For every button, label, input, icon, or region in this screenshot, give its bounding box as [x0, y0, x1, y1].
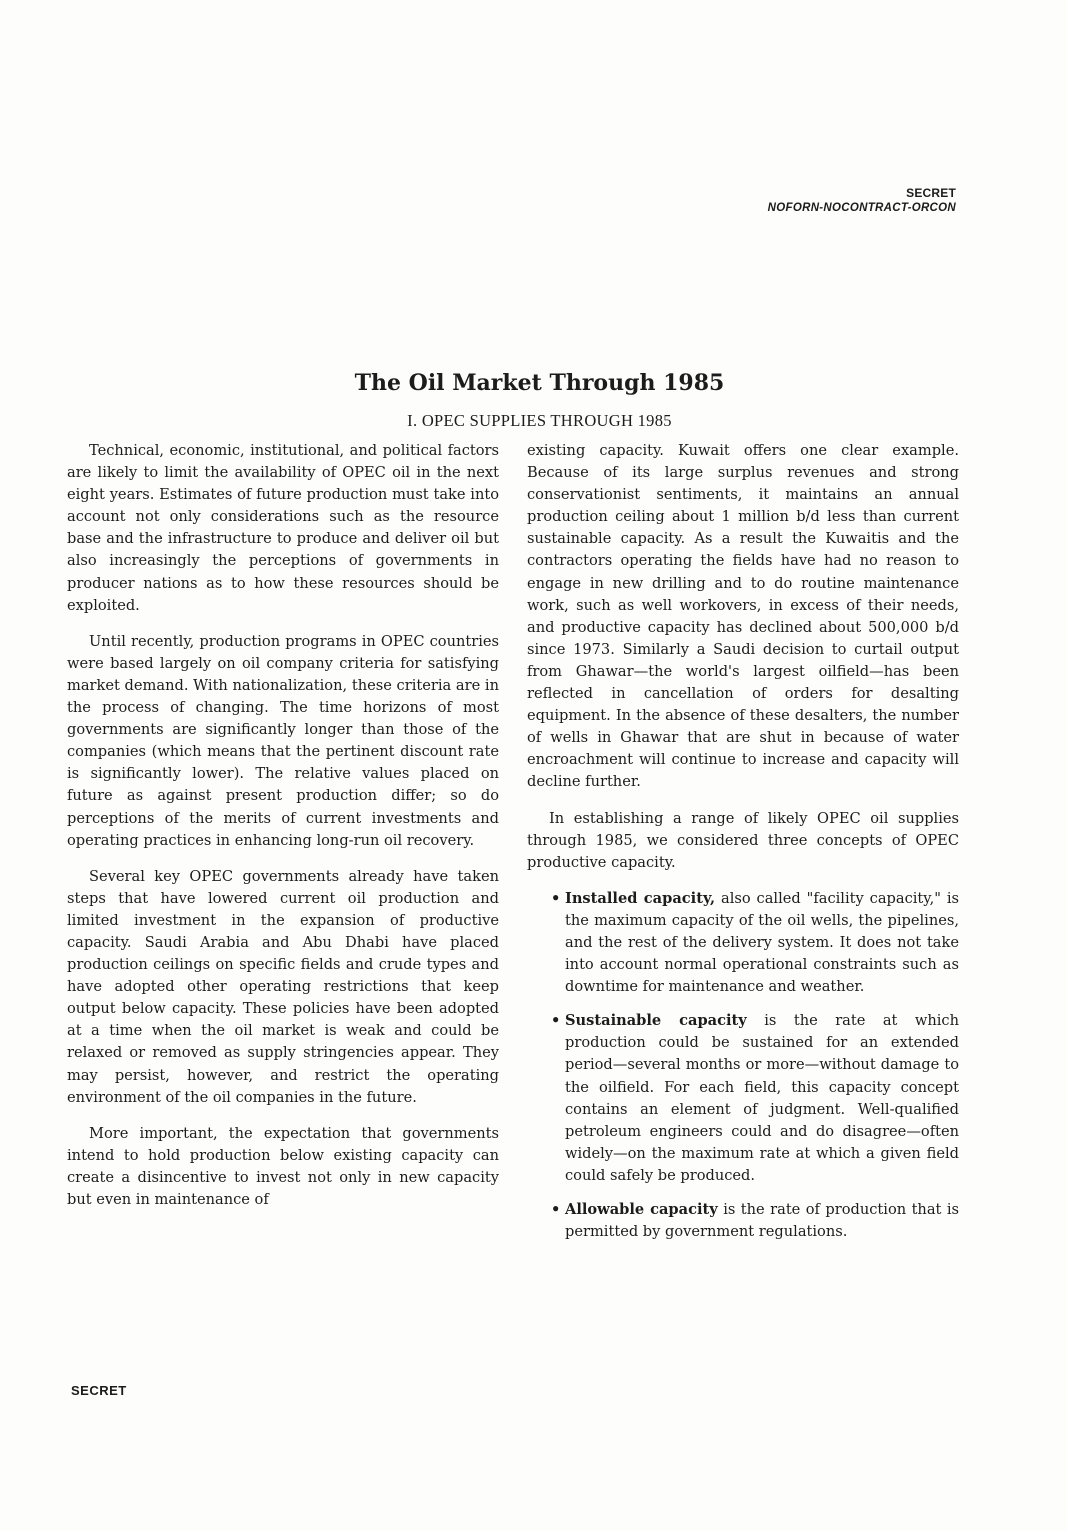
- term: Installed capacity,: [565, 889, 716, 907]
- list-item: [551, 1199, 959, 1243]
- footer-classification: SECRET: [71, 1383, 127, 1398]
- definition: is the rate of production that is permitted by government regulations.: [565, 1201, 959, 1241]
- paragraph: existing capacity. Kuwait offers one clear example. Because of its large surplus revenues and strong conservationist sentiments, it maintains an annual production ceiling about 1 million b/d less than current sustainable capacity. As a result the Kuwaitis and the contractors operating the fields have had no reason to engage in new drilling and to do routine maintenance work, such as well workovers, in excess of their needs, and productive capacity has declined about 500,000 b/d since 1973. Similarly a Saudi decision to curtail output from Ghawar—the world's largest oilfield—has been reflected in cancellation of orders for desalting equipment. In the absence of these desalters, the number of wells in Ghawar that are shut in because of water encroachment will continue to increase and capacity will decline further.: [527, 442, 959, 791]
- header-classification: SECRET: [906, 186, 956, 200]
- list-item: [551, 888, 959, 998]
- paragraph: In establishing a range of likely OPEC oil supplies through 1985, we considered three concepts of OPEC productive capacity.: [527, 809, 959, 871]
- header-caveat: NOFORN-NOCONTRACT-ORCON: [767, 202, 956, 214]
- paragraph: Until recently, production programs in OPEC countries were based largely on oil company criteria for satisfying market demand. With nationalization, these criteria are in the process of changing. The time horizons of most governments are significantly longer than those of the companies (which means that the pertinent discount rate is significantly lower). The relative values placed on future as against present production differ; so do perceptions of the merits of current investments and operating practices in enhancing long-run oil recovery.: [67, 632, 499, 849]
- right-column: [527, 440, 959, 1255]
- bullet-icon: •: [551, 889, 561, 907]
- header-classification-block: [768, 186, 956, 216]
- paragraph: More important, the expectation that governments intend to hold production below existing capacity can create a disincentive to invest not only in new capacity but even in maintenance of: [67, 1124, 499, 1208]
- definition: is the rate at which production could be sustained for an extended period—several months or more—without damage to the oilfield. For each field, this capacity concept contains an element of judgment. Well-qualified petroleum engineers could and do disagree—often widely—on the maximum rate at which a given field could safely be produced.: [565, 1012, 959, 1184]
- left-column: [67, 440, 499, 1225]
- section-heading: I. OPEC SUPPLIES THROUGH 1985: [407, 411, 672, 430]
- bullet-icon: •: [551, 1012, 561, 1030]
- paragraph: Several key OPEC governments already have taken steps that have lowered current oil production and limited investment in the expansion of productive capacity. Saudi Arabia and Abu Dhabi have placed production ceilings on specific fields and crude types and have adopted other operating restrictions that keep output below capacity. These policies have been adopted at a time when the oil market is weak and could be relaxed or removed as supply stringencies appear. They may persist, however, and restrict the operating environment of the oil companies in the future.: [67, 867, 499, 1106]
- capacity-concepts-list: [527, 888, 959, 1243]
- term: Sustainable capacity: [565, 1012, 747, 1030]
- definition: also called "facility capacity," is the maximum capacity of the oil wells, the pipelines, and the rest of the delivery system. It does not take into account normal operational constraints such as downtime for maintenance and weather.: [565, 889, 959, 996]
- term: Allowable capacity: [565, 1201, 718, 1218]
- bullet-icon: •: [551, 1201, 561, 1218]
- paragraph: Technical, economic, institutional, and political factors are likely to limit the availability of OPEC oil in the next eight years. Estimates of future production must take into account not only considerations such as the resource base and the infrastructure to produce and deliver oil but also increasingly the perceptions of governments in producer nations as to how these resources should be exploited.: [67, 442, 499, 614]
- document-title: The Oil Market Through 1985: [354, 369, 725, 396]
- list-item: [551, 1010, 959, 1187]
